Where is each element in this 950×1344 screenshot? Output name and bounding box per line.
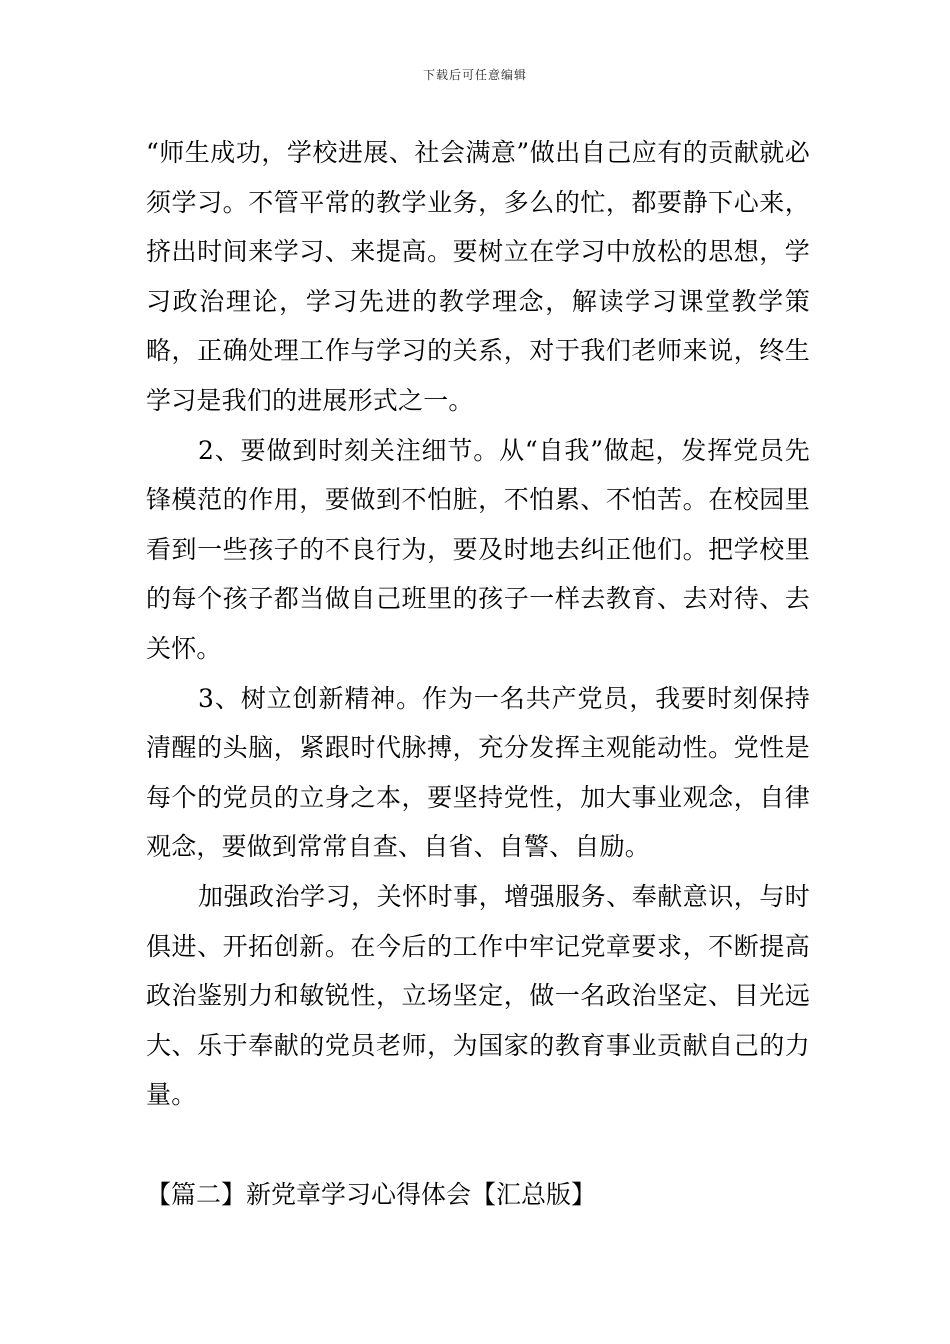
paragraph-4: 加强政治学习，关怀时事，增强服务、奉献意识，与时俱进、开拓创新。在今后的工作中牢记党章要求，不断提高政治鉴别力和敏锐性，立场坚定，做一名政治坚定、目光远大、乐于奉献的党员老师，为国家的教育事业贡献自己的力量。 xyxy=(146,881,810,1110)
paragraph-3: 3、树立创新精神。作为一名共产党员，我要时刻保持清醒的头脑，紧跟时代脉搏，充分发挥主观能动性。党性是每个的党员的立身之本，要坚持党性，加大事业观念，自律观念，要做到常常自查、自省、自警、自励。 xyxy=(146,683,810,862)
section-title: 【篇二】新党章学习心得体会【汇总版】 xyxy=(146,1180,597,1209)
page-header-note: 下载后可任意编辑 xyxy=(422,68,527,82)
paragraph-2: 2、要做到时刻关注细节。从“自我”做起，发挥党员先锋模范的作用，要做到不怕脏，不怕累、不怕苦。在校园里看到一些孩子的不良行为，要及时地去纠正他们。把学校里的每个孩子都当做自己班里的孩子一样去教育、去对待、去关怀。 xyxy=(146,435,810,663)
document-body xyxy=(146,128,810,1120)
paragraph-1: “师生成功，学校进展、社会满意”做出自己应有的贡献就必须学习。不管平常的教学业务，多么的忙，都要静下心来，挤出时间来学习、来提高。要树立在学习中放松的思想，学习政治理论，学习先进的教学理念，解读学习课堂教学策略，正确处理工作与学习的关系，对于我们老师来说，终生学习是我们的进展形式之一。 xyxy=(146,138,810,415)
